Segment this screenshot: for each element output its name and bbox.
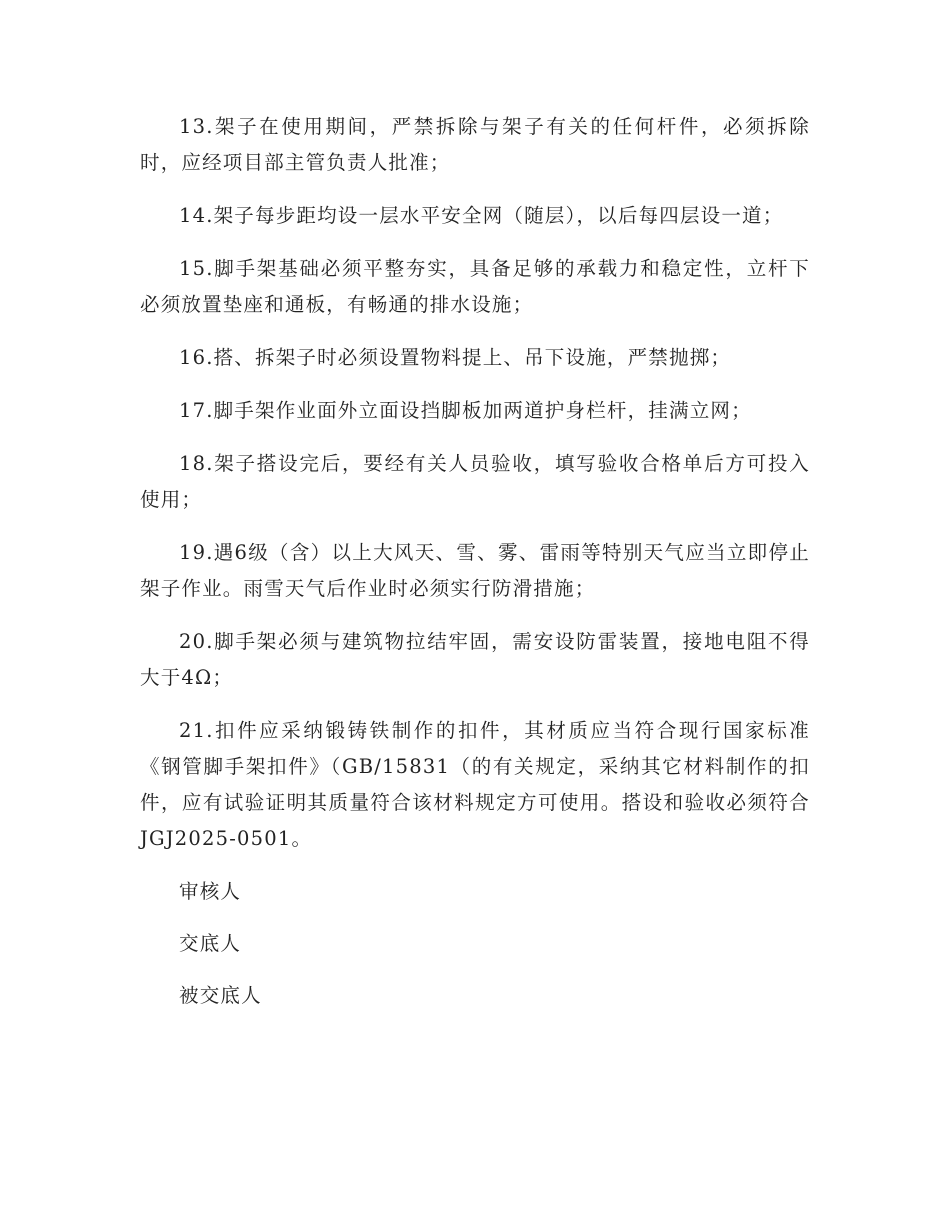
clause-14: 14.架子每步距均设一层水平安全网（随层），以后每四层设一道；	[179, 204, 784, 227]
clause-20: 20.脚手架必须与建筑物拉结牢固，需安设防雷装置，接地电阻不得大于4Ω；	[140, 630, 810, 689]
clause-15: 15.脚手架基础必须平整夯实，具备足够的承载力和稳定性，立杆下必须放置垫座和通板，有畅通的排水设施；	[140, 257, 810, 316]
recipient-signature-line: 被交底人	[179, 984, 262, 1007]
clause-16: 16.搭、拆架子时必须设置物料提上、吊下设施，严禁抛掷；	[179, 346, 732, 369]
reviewer-signature-line: 审核人	[179, 880, 242, 903]
clause-18: 18.架子搭设完后，要经有关人员验收，填写验收合格单后方可投入使用；	[140, 452, 810, 511]
clause-19: 19.遇6级（含）以上大风天、雪、雾、雷雨等特别天气应当立即停止架子作业。雨雪天气后作业时必须实行防滑措施；	[140, 541, 810, 600]
clause-13: 13.架子在使用期间，严禁拆除与架子有关的任何杆件，必须拆除时，应经项目部主管负责人批准；	[140, 115, 810, 174]
clause-21: 21.扣件应采纳锻铸铁制作的扣件，其材质应当符合现行国家标准《钢管脚手架扣件》（GB/15831（的有关规定，采纳其它材料制作的扣件，应有试验证明其质量符合该材料规定方可使用。搭设和验收必须符合JGJ2025-0501。	[140, 719, 810, 850]
clause-17: 17.脚手架作业面外立面设挡脚板加两道护身栏杆，挂满立网；	[179, 399, 752, 422]
presenter-signature-line: 交底人	[179, 932, 242, 955]
document-body	[140, 109, 810, 1030]
